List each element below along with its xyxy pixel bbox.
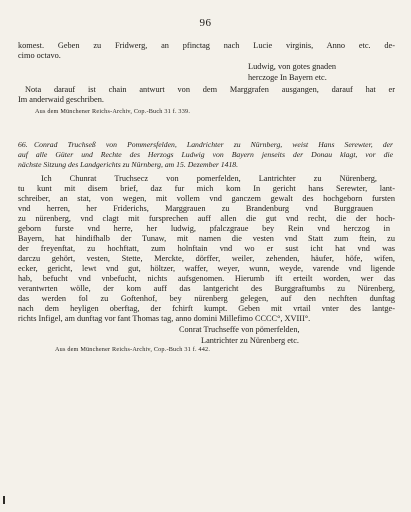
- body-line-11: hab, befucht vnd vnbefucht, nichts aufsgenomen. Hierumb ift erteilt worden, wer das: [18, 274, 395, 283]
- body-line-2: tu kunt mit disem brief, daz fur mich kom In gericht hans Serewter, lant-: [18, 184, 395, 193]
- body-line-3: schreiber, an stat, von wegen, mit vollem vnd ganczem gewalt des hochgeborn fursten: [18, 194, 395, 203]
- body-line-14: nach dem heyligen oberftag, der fchirft kumpt. Geben mit vrtail vnter des lantge-: [18, 304, 395, 313]
- body-line-1: Ich Chunrat Truchsecz von pomerfelden, Lantrichter zu Nürenberg,: [41, 174, 377, 183]
- top-block-line-1: komest. Geben zu Fridwerg, an pfinctag nach Lucie virginis, Anno etc. de-: [18, 41, 395, 50]
- document-number: 66.: [18, 140, 28, 149]
- note-line-1: Nota darauf ist chain antwurt von dem Marggrafen ausgangen, darauf hat er: [25, 85, 395, 94]
- signature-line-2: Lantrichter zu Nürenberg etc.: [201, 336, 299, 345]
- top-signature-line-1: Ludwig, von gotes gnaden: [248, 62, 337, 71]
- source-note-2: Aus dem Münchener Reichs-Archiv, Cop.-Buch 31 f. 442.: [55, 346, 211, 353]
- body-line-9: darczu gehört, vesten, Stette, Merckte, dörffer, weiler, zehenden, häufer, höfe, wifen,: [18, 254, 395, 263]
- body-line-10: ecker, gericht, lewt vnd gut, höltzer, waffer, weyer, wunn, weyde, varende vnd ligende: [18, 264, 395, 273]
- page-edge-mark: [3, 496, 5, 504]
- document-header-line-3: nächste Sitzung des Landgerichts zu Nürnberg, am 15. Dezember 1418.: [18, 160, 239, 169]
- document-header-line-1: Conrad Truchseß von Pommersfelden, Landrichter zu Nürnberg, weist Hans Serewter, der: [34, 140, 393, 149]
- page-number: 96: [199, 17, 212, 29]
- note-line-2: Im anderwaid geschriben.: [18, 95, 104, 104]
- body-line-13: das werden fol zu Goftenhof, bey nürenberg gelegen, auf den nechften dunftag: [18, 294, 395, 303]
- body-line-15: richts Infigel, am dunftag vor fant Thomas tag, anno domini Millefimo CCCC°, XVIII°.: [18, 314, 311, 323]
- body-line-6: geborn furste vnd herre, her ludwig, pfalczgraue bey Rein vnd herczog in: [18, 224, 390, 233]
- signature-line-1: Conrat Truchseffe von pömerfelden,: [179, 325, 300, 334]
- body-line-4: vnd herren, her Friderichs, Marggrauen zu Brandenburg vnd Burggrauen: [18, 204, 373, 213]
- body-line-8: der freyenftat, zu hochftatt, zum holnftain vnd wo er sust icht hat vnd was: [18, 244, 395, 253]
- document-header-line-2: auf alle Güter und Rechte des Herzogs Ludwig von Bayern jenseits der Donau klagt, vor die: [18, 150, 393, 159]
- body-line-5: zu nürenberg, vnd clagt mit fursprechen auff allen die gut vnd recht, die der hoch-: [18, 214, 395, 223]
- body-line-7: Bayern, hat hindifhalb der Tunaw, mit namen die vesten vnd Statt zum ftein, zu: [18, 234, 395, 243]
- body-line-12: verantwrten wölle, der kom auff das lantgericht des Burggraftumbs zu Nürenberg,: [18, 284, 395, 293]
- source-note-1: Aus dem Münchener Reichs-Archiv, Cop.-Buch 31 f. 339.: [35, 108, 191, 115]
- top-signature-line-2: herczoge In Bayern etc.: [248, 73, 327, 82]
- top-block-line-2: cimo octavo.: [18, 51, 61, 60]
